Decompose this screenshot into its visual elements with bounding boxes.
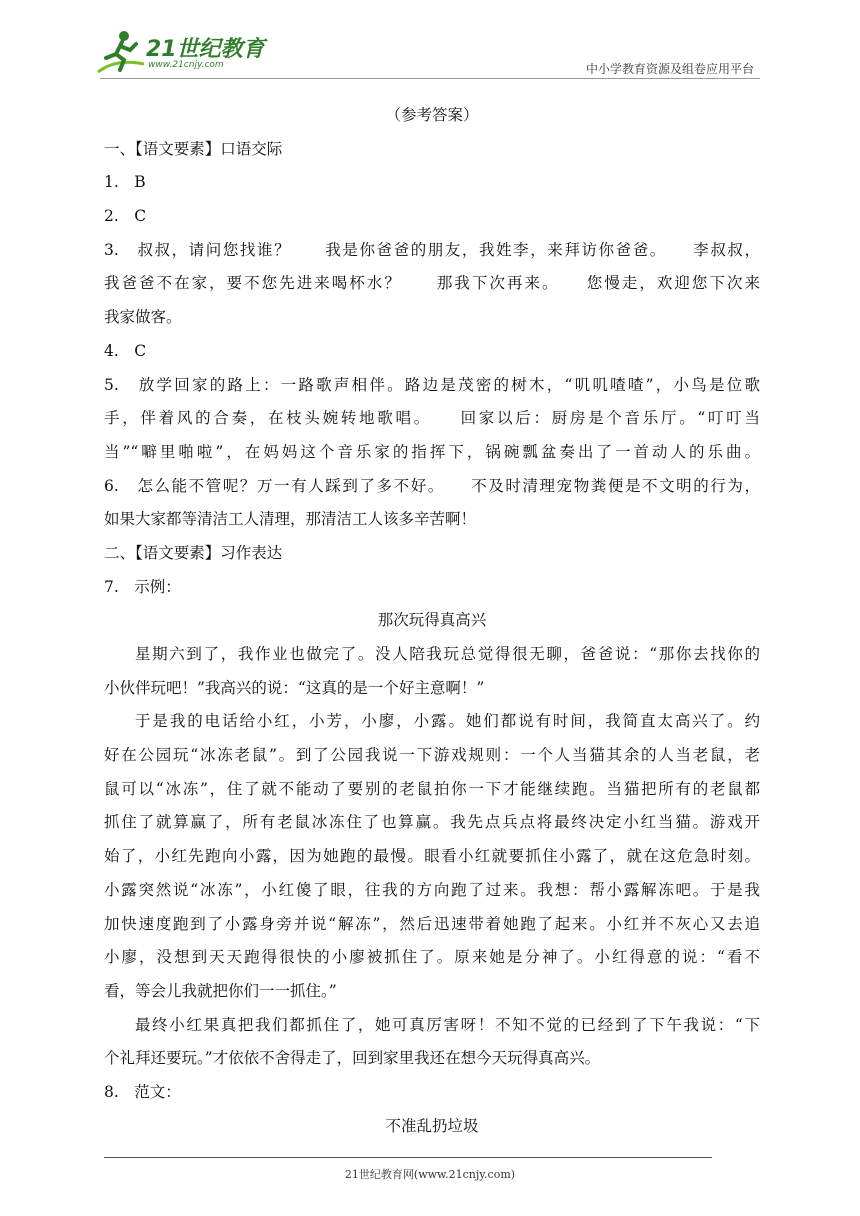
answer-line: 如果大家都等清洁工人清理，那清洁工人该多辛苦啊！	[104, 510, 477, 529]
footer-divider	[104, 1157, 712, 1158]
answer-line: 8. 范文：	[104, 1082, 181, 1101]
essay-line: 抓住了就算赢了，所有老鼠冰冻住了也算赢。我先点兵点将最终决定小红当猫。游戏开	[104, 813, 760, 832]
page-header	[0, 0, 860, 80]
essay-line: 小廖，没想到天天跑得很快的小廖被抓住了。原来她是分神了。小红得意的说：“看不	[104, 948, 760, 967]
essay-line: 好在公园玩“冰冻老鼠”。到了公园我说一下游戏规则：一个人当猫其余的人当老鼠，老	[104, 746, 760, 765]
answer-line: 4. C	[104, 341, 147, 360]
answer-line: 5. 放学回家的路上：一路歌声相伴。路边是茂密的树木，“叽叽喳喳”，小鸟是位歌	[104, 375, 760, 394]
essay-line: 个礼拜还要玩。”才依依不舍得走了，回到家里我还在想今天玩得真高兴。	[104, 1049, 601, 1068]
answer-line: 2. C	[104, 207, 147, 226]
answer-content	[104, 99, 760, 1143]
answer-title: （参考答案）	[385, 106, 479, 124]
essay-line: 鼠可以“冰冻”，住了就不能动了要别的老鼠拍你一下才能继续跑。当猫把所有的老鼠都	[104, 779, 760, 798]
essay-line: 加快速度跑到了小露身旁并说“解冻”，然后迅速带着她跑了起来。小红并不灰心又去追	[104, 914, 760, 933]
answer-line: 我爸爸不在家，要不您先进来喝杯水？ 那我下次再来。 您慢走，欢迎您下次来	[104, 274, 760, 293]
answer-line: 我家做客。	[104, 308, 182, 327]
answer-line: 1. B	[104, 173, 146, 192]
answer-line: 手，伴着风的合奏，在枝头婉转地歌唱。 回家以后：厨房是个音乐厅。“叮叮当	[104, 409, 760, 428]
essay-line: 最终小红果真把我们都抓住了，她可真厉害呀！不知不觉的已经到了下午我说：“下	[135, 1015, 760, 1034]
answer-line: 7. 示例：	[104, 577, 181, 596]
essay-line: 星期六到了，我作业也做完了。没人陪我玩总觉得很无聊，爸爸说：“那你去找你的	[135, 645, 760, 663]
essay-line: 小露突然说“冰冻”，小红傻了眼，往我的方向跑了过来。我想：帮小露解冻吧。于是我	[104, 880, 760, 899]
runner-logo-icon	[96, 28, 148, 78]
logo-url: www.21cnjy.com	[148, 60, 224, 70]
site-tagline: 中小学教育资源及组卷应用平台	[585, 62, 754, 76]
essay-line: 于是我的电话给小红，小芳，小廖，小露。她们都说有时间，我简直太高兴了。约	[135, 712, 760, 731]
logo-text: 21世纪教育	[146, 37, 265, 62]
essay-line: 小伙伴玩吧！”我高兴的说：“这真的是一个好主意啊！”	[104, 678, 485, 697]
section-heading: 二、【语文要素】习作表达	[104, 543, 283, 562]
essay-title: 那次玩得真高兴	[377, 611, 487, 630]
site-logo	[96, 28, 266, 80]
answer-line: 3. 叔叔，请问您找谁？ 我是你爸爸的朋友，我姓李，来拜访你爸爸。 李叔叔，	[104, 240, 760, 259]
answer-line: 当”“噼里啪啦”，在妈妈这个音乐家的指挥下，锅碗瓢盆奏出了一首动人的乐曲。	[104, 442, 760, 461]
header-divider	[100, 78, 760, 79]
page-footer: 21世纪教育网(www.21cnjy.com)	[344, 1168, 516, 1181]
essay-title: 不准乱扔垃圾	[385, 1116, 479, 1135]
essay-line: 始了，小红先跑向小露，因为她跑的最慢。眼看小红就要抓住小露了，就在这危急时刻。	[104, 847, 760, 866]
section-heading: 一、【语文要素】口语交际	[104, 139, 283, 158]
essay-line: 看，等会儿我就把你们一一抓住。”	[104, 981, 337, 1000]
answer-line: 6. 怎么能不管呢？万一有人踩到了多不好。 不及时清理宠物粪便是不文明的行为，	[104, 476, 760, 495]
